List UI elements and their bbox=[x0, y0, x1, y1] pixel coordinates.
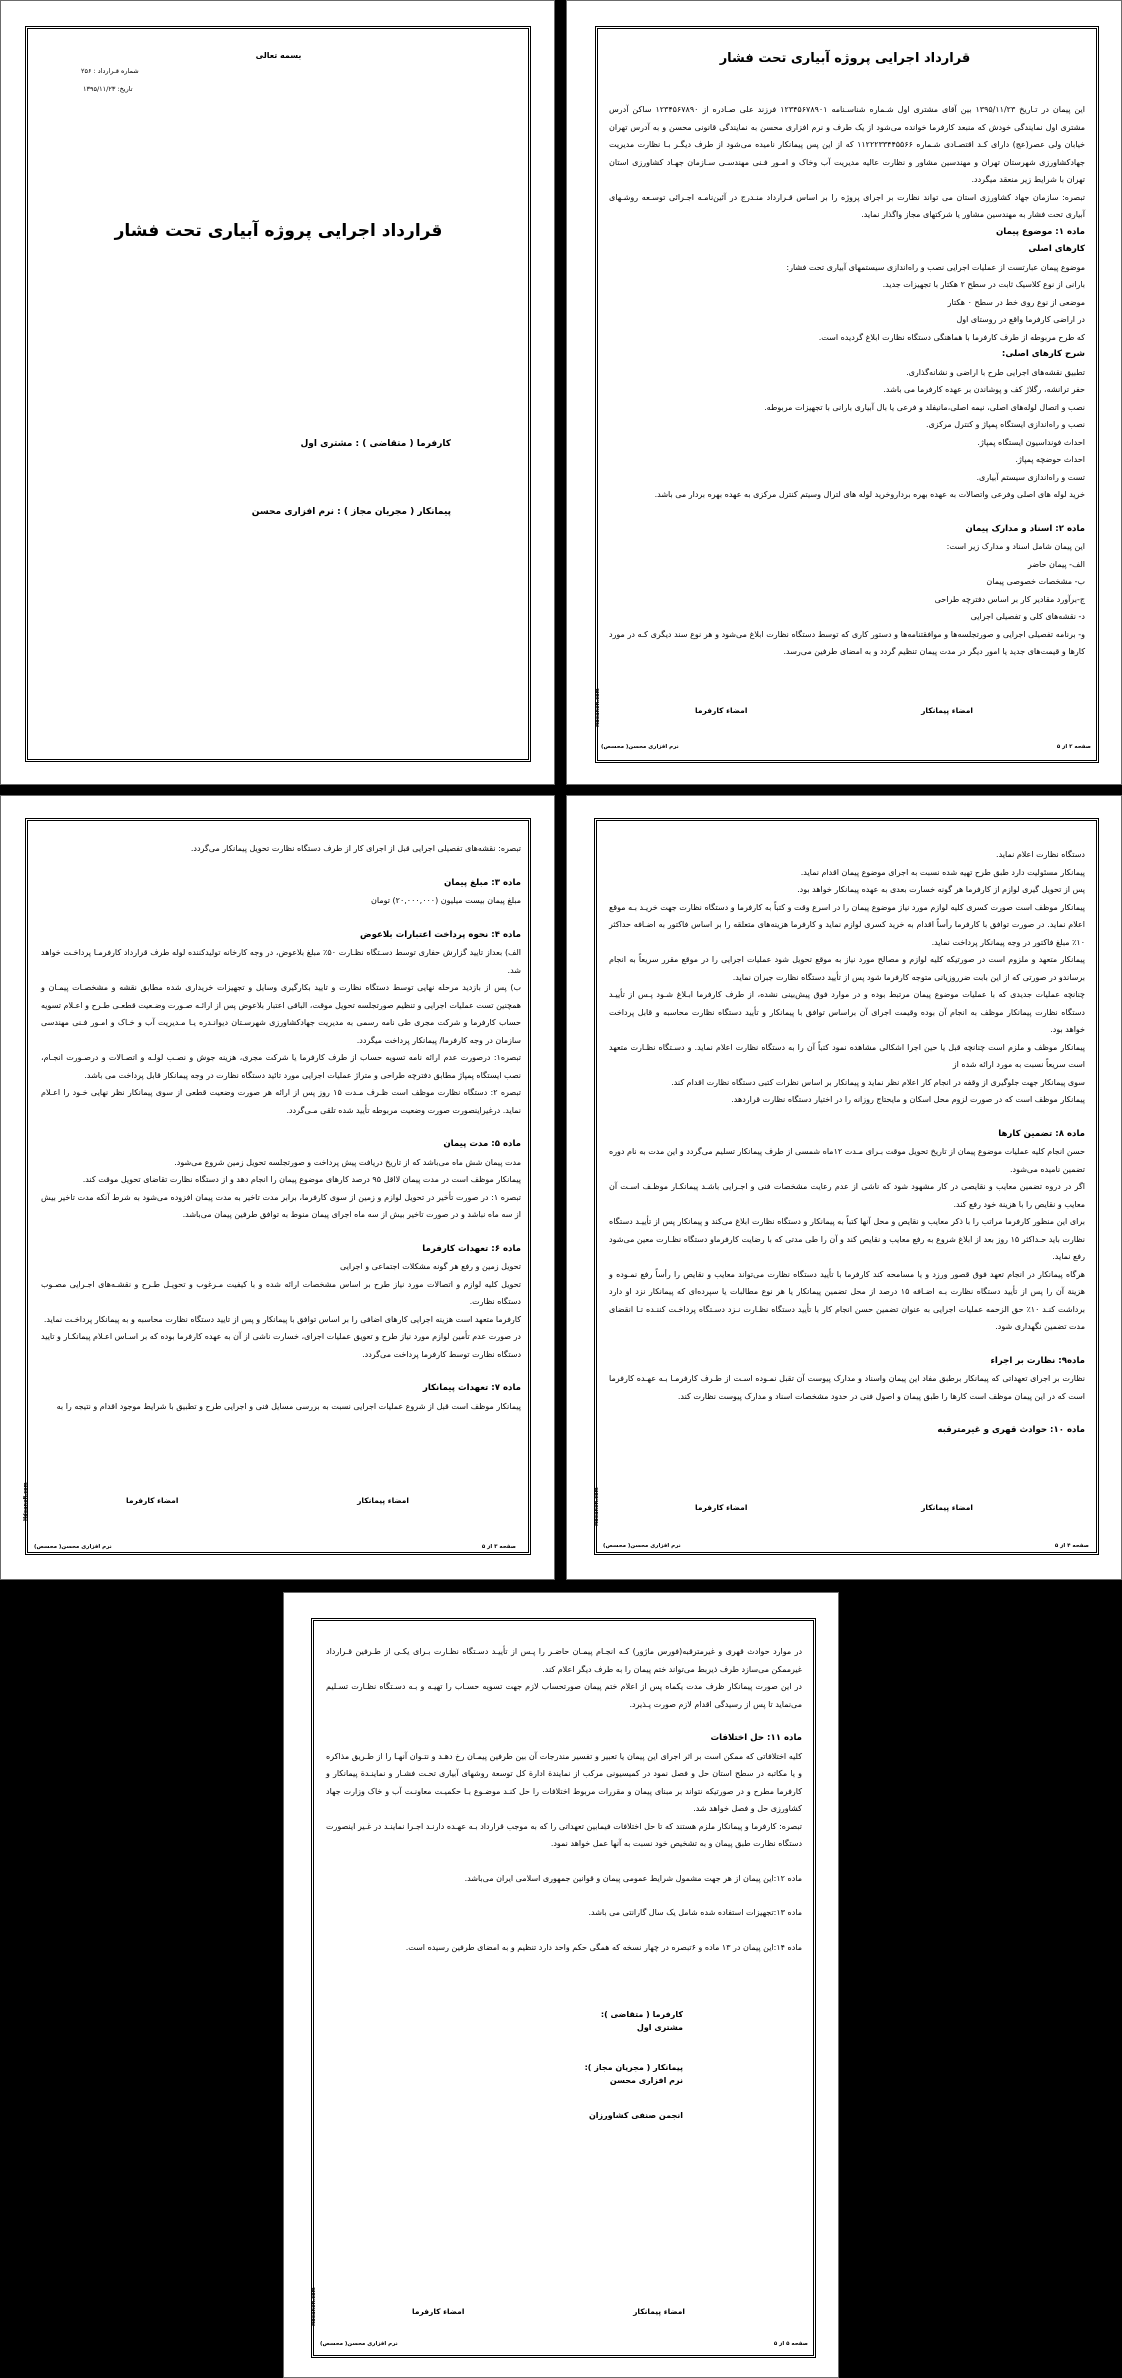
page-5 bbox=[283, 1592, 839, 2378]
article-8-line: هرگاه پیمانکار در انجام تعهد فوق قصور ورزد و یا مسامحه کند کارفرما با تأیید دستگاه نظارت می‌تواند معایب و نقایص را رأساً رفع نمـوده و هزینة آن را پس از تأیید دستگاه نظارت بـه اضـافه ۱۵ درصد از محل تضمین پیمانکار یا هر نوع مطالبات یا سپرده‌ای که پیمانکار نزد او دارد برداشت کنـد ۱۰٪ حق الزحمه عملیات اجرایی به عنوان تضمین حسن انجام کار با تأیید دستگاه نظـارت نـزد دسـتگاه پرداخـت کننـده تـا انقضای مدت تضمین نگهداری شود. bbox=[609, 1269, 1086, 1331]
article-14: ماده ۱۴:این پیمان در ۱۳ ماده و ۶تبصره در چهار نسخه که همگی حکم واحد دارد تنظیم و به امضای طرفین رسیده است. bbox=[405, 1942, 802, 1952]
sign-employer: امضاء کارفرما bbox=[695, 1503, 748, 1512]
watermark: Hdeanefi.com bbox=[595, 688, 601, 727]
article-10-line: در موارد حوادث قهری و غیرمترقبه(فورس ماژور) کـه انجـام پیمـان حاضـر را پـس از تأییـد دسـتگاه نظـارت بـرای یکـی از طـرفین قـرارداد غیرممکن می‌سازد طرف ذیربط می‌تواند ختم پیمان را به طرف دیگر اعلام کند. bbox=[326, 1647, 802, 1674]
article-7-line: سوی پیمانکار جهت جلوگیری از وقفه در انجام کار اعلام نظر نماید و پیمانکار بر اساس نظرات کتبی دستگاه نظارت اقدام کند. bbox=[671, 1077, 1085, 1087]
main-works-item: خرید لوله های اصلی وفرعی واتصالات به عهده بهره برداروخرید لوله های لترال وسیتم کنترل مرکزی به عهده بهره بردار می باشد. bbox=[654, 490, 1085, 499]
sign-employer: امضاء کارفرما bbox=[412, 2307, 465, 2316]
article-1-heading: ماده ۱: موضوع پیمان bbox=[995, 226, 1085, 237]
article-9-line: نظارت بر اجرای تعهداتی که پیمانکار برطبق مفاد این پیمان واسناد و مدارک پیوست آن تقبل نمـوده اسـت از طـرف کارفرمـا بـه عهـده کارفرما است که در این پیمان موظف است کارها را طبق پیمان و اصول فنی در حدود مشخصات اسناد و مدارک پیوست نظارت کند. bbox=[609, 1374, 1085, 1401]
article-3-heading: ماده ۳: مبلغ پیمان bbox=[444, 877, 521, 888]
article-4-line: تبصره ۲: دستگاه نظارت موظف است ظـرف مـدت ۱۵ روز پس از ارائه هر صورت وضعیت قطعی از سوی پیمانکار نظر نهایی خـود را اعـلام نماید. درغیراینصورت صورت وضعیت مربوطه تأیید شده تلقی مـی‌گردد. bbox=[41, 1088, 522, 1115]
article-8-line: حسن انجام کلیه عملیات موضوع پیمان از تاریخ تحویل موقت بـرای مـدت ۱۲ماه شمسی از طرف پیمانکار تسلیم می‌گردد و این مدت به نام دوره تضمین نامیده می‌شود. bbox=[609, 1147, 1086, 1174]
article-7-line: پیمانکار موظف است صورت کسری کلیه لوازم مورد نیاز موضوع پیمان را در اسرع وقت و کتباً به کارفرما و دستگاه نظارت جهت خریـد بـه موقع اعلام نماید. در صورت توافق با کارفرما رأساً اقدام به خرید کسری لوازم نماید و کارفرما هزینه‌های متعلقه را بر اساس فاکتور به اضـافه حداکثر ۱۰٪ مبلغ فاکتور در وجه پیمانکار پرداخت نماید. bbox=[609, 902, 1085, 947]
main-works-item: تطبیق نقشه‌های اجرایی طرح با اراضی و نشانه‌گذاری. bbox=[906, 367, 1085, 377]
page-number: صفحه ۳ از ۵ bbox=[481, 1544, 516, 1550]
page-2 bbox=[566, 0, 1122, 785]
signatories bbox=[585, 2008, 683, 2122]
note: تبصره: نقشه‌های تفصیلی اجرایی قبل از اجرای کار از طرف دستگاه نظارت تحویل پیمانکار می‌گردد. bbox=[190, 844, 521, 853]
article-1-line: که طرح مربوطه از طرف کارفرما با هماهنگی دستگاه نظارت ابلاغ گردیده است. bbox=[818, 332, 1085, 342]
article-1-line: موضوع پیمان عبارتست از عملیات اجرایی نصب و راه‌اندازی سیستمهای آبیاری تحت فشار: bbox=[786, 262, 1085, 272]
article-6-line: کارفرما متعهد است هزینه اجرایی کارهای اضافی را بر اساس توافق با پیمانکار و پس از تایید دستگاه نظارت محاسبه و به پیمانکار پرداخـت نماید. bbox=[43, 1314, 521, 1324]
article-11-line: کلیه اختلافاتی که ممکن است بر اثر اجرای این پیمان یا تعبیر و تفسیر مندرجات آن بین طرفین پیمـان رخ دهـد و نتـوان آنهـا را از طـریق مذاکره و یا مکاتبه در سطح استان حل و فصل نمود در کمیسیونی مرکب از نمایندة ادارة کل توسعة روشهای آبیاری تحـت فشـار و نماینـدة پیمانکار و کارفرما مطرح و در صورتیکه نتواند بر مبنای پیمان و مقررات مربوط اختلافات را حل کنـد موضـوع بـا حکمیـت معاونـت آب و خاک وزارت جهاد کشاورزی حل و فصل خواهد شد. bbox=[326, 1751, 802, 1813]
page-1 bbox=[0, 0, 555, 785]
article-10-line: در این صورت پیمانکار ظرف مدت یکماه پس از اعلام ختم پیمان صورتحساب لازم جهت تسویه حسـاب را تهیـه و بـه دسـتگاه نظـارت تسـلیم می‌نماید تا پس از رسیدگی اقدام لازم صورت پـذیرد. bbox=[326, 1682, 802, 1709]
contract-date: تاریخ: ۱۳۹۵/۱۱/۲۳ bbox=[83, 85, 133, 93]
main-works-item: تست و راه‌اندازی سیستم آبیاری. bbox=[976, 472, 1085, 482]
article-7-heading: ماده ۷: تعهدات پیمانکار bbox=[422, 1383, 521, 1393]
article-7-line: پیمانکار موظف است که در صورت لزوم محل اسکان و مایحتاج روزانه را در اختیار دستگاه نظارت قراردهد. bbox=[731, 1095, 1085, 1104]
article-7-line: پیمانکار مسئولیت دارد طبق طرح تهیه شده نسبت به اجرای موضوع پیمان اقدام نماید. bbox=[800, 867, 1085, 877]
note: تبصره: سازمان جهاد کشاورزی استان می تواند نظارت بر اجرای پروژه را بر اساس قـرارداد منـدرج در آئین‌نامـه اجـرائی توسـعه روشـهای آبیاری تحت فشار به مهندسین مشاور یا شرکتهای مجاز واگذار نماید. bbox=[609, 192, 1085, 219]
article-11-line: تبصره: کارفرما و پیمانکار ملزم هستند که تا حل اختلافات فیمابین تعهداتی را که به موجب قرارداد بـه عهـده دارنـد اجـرا نماینـد در غـیر اینصورت دستگاه نظارت طبق پیمان و به تشخیص خود نسبت به آنها عمل خواهد نمود. bbox=[326, 1821, 802, 1848]
cover-employer: کارفرما ( متقاضی ) : مشتری اول bbox=[300, 439, 451, 449]
main-works-item: حفر ترانشه، رگلاژ کف و پوشاندن بر عهده کارفرما می باشد. bbox=[883, 385, 1085, 394]
sign-contractor: امضاء پیمانکار bbox=[357, 1496, 409, 1505]
article-7-line: چنانچه عملیات جدیدی که با عملیات موضوع پیمان مرتبط بوده و در موارد فوق پیش‌بینی نشده، از طرف کارفرما ابـلاغ شـود پـس از تأییـد دستگاه نظارت پیمانکار موظف به انجام آن بوده وقیمت اجرای آن براساس توافق با پیمانکار و تأیید دستگاه نظارت محاسبه و قابل پرداخت خواهد بود. bbox=[609, 990, 1085, 1034]
article-12: ماده ۱۲:این پیمان از هر جهت مشمول شرایط عمومی پیمان و قوانین جمهوری اسلامی ایران می‌باشد. bbox=[464, 1873, 802, 1883]
article-7-line: دستگاه نظارت اعلام نماید. bbox=[996, 850, 1085, 859]
contract-amount: مبلغ پیمان بیست میلیون (۲۰,۰۰۰,۰۰۰) تومان bbox=[371, 896, 521, 905]
contract-number: شماره قـرارداد : ۲۵۶ bbox=[81, 67, 139, 75]
article-11-heading: ماده ۱۱: حل اختلافات bbox=[710, 1733, 802, 1743]
sign-employer: امضاء کارفرما bbox=[126, 1496, 179, 1505]
sign-contractor: امضاء پیمانکار bbox=[633, 2307, 685, 2316]
article-2-line: ب- مشخصات خصوصی پیمان bbox=[986, 577, 1085, 586]
article-5-line: مدت پیمان شش ماه می‌باشد که از تاریخ دریافت پیش پرداخت و صورتجلسه تحویل زمین شروع می‌شود. bbox=[174, 1157, 521, 1167]
page-5-body bbox=[326, 1643, 802, 1956]
article-7-line: پیمانکار موظف است قبل از شروع عملیات اجرایی نسبت به بررسی مسایل فنی و اجرایی طرح و تطبیق با شرایط موجود اقدام و نتیجه را به bbox=[56, 1401, 521, 1411]
article-2-line: الف- پیمان حاضر bbox=[1027, 559, 1085, 569]
article-4-line: الف) بعداز تایید گزارش حفاری توسط دسـتگاه نظـارت ۵۰٪ مبلغ بلاعوض، در وجه کارخانه تولیدکننده لوله طرف قرارداد کارفرمـا پرداخـت خواهد شد. bbox=[41, 948, 522, 975]
article-7-line: پیمانکار متعهد و ملزوم است در صورتیکه کلیه لوازم و مصالح مورد نیاز به موقع تحویل شود عملیات اجرایی را در موقع مقرر سریعاً به انجام برساندو در صورتی که از این بابت ضرروزیانی متوجه کارفرما شود پس از تأیید دستگاه نظارت جبران نماید. bbox=[609, 955, 1085, 982]
article-9-heading: ماده۹: نظارت بر اجراء bbox=[990, 1355, 1085, 1366]
cover-title: قرارداد اجرایی پروژه آبیاری تحت فشار bbox=[114, 221, 443, 241]
contractor-label: پیمانکار ( مجریان مجاز ): bbox=[584, 2063, 683, 2072]
page-3 bbox=[0, 795, 555, 1580]
sign-contractor: امضاء پیمانکار bbox=[921, 1503, 973, 1512]
article-8-line: اگر در دروه تضمین معایب و نقایصی در کار مشهود شود که ناشی از عدم رعایت مشخصات فنی و اجـرایی باشـد پیمانکـار موظـف اسـت آن معایب و نقایص را با هزینة خود رفع کند. bbox=[609, 1182, 1085, 1209]
article-5-line: پیمانکار موظف است در مدت پیمان لااقل ۹۵ درصد کارهای موضوع پیمان را انجام دهد و از دستگاه نظارت تقاضای تحویل موقت کند. bbox=[82, 1175, 521, 1184]
footer-company: نرم افزاری محسن( محسص) bbox=[603, 1543, 681, 1549]
page-border bbox=[25, 26, 531, 762]
watermark: Hdeanefi.com bbox=[311, 2287, 317, 2326]
main-works-desc-heading: شرح کارهای اصلی: bbox=[1001, 349, 1085, 359]
article-2-line: د- نقشه‌های کلی و تفصیلی اجرایی bbox=[970, 612, 1085, 621]
footer-company: نرم افزاری محسن( محسص) bbox=[601, 744, 679, 750]
watermark: Hdeanefi.com bbox=[23, 1482, 29, 1521]
article-6-line: تحویل کلیه لوازم و اتصالات مورد نیاز طرح بر اساس مشخصات ارائه شده و با کیفیت مـرغوب و تحویـل طـرح و نقشـه‌های اجـرایی مصـوب دستگاه نظارت. bbox=[41, 1279, 521, 1306]
main-works-item: نصب و راه‌اندازی ایستگاه پمپاژ و کنترل مرکزی. bbox=[925, 420, 1085, 429]
article-8-line: برای این منظور کارفرما مراتب را با ذکر معایب و نقایص و محل آنها کتباً به پیمانکار و دستگاه نظارت ابلاغ می‌کند و پیمانکار پس از تأییـد دستگاه نظارت باید حـداکثر ۱۵ روز بعد از ابلاغ شروع به رفع معایب و نقایص کند و آن را طی مدتی که با رضایت کارفرماو دستگاه نظـارت معین می‌شود رفع نماید. bbox=[609, 1217, 1085, 1261]
article-1-line: در اراضی کارفرما واقع در روستای اول bbox=[956, 315, 1085, 324]
footer-company: نرم افزاری محسن( محسص) bbox=[320, 2341, 398, 2347]
article-4-line: تبصره۱: درصورت عدم ارائه نامه تسویه حساب از طرف کارفرما یا شرکت مجری، هزینه جوش و نصـب لولـه و اتصـالات و درصـورت انجـام، نصب ایستگاه پمپاژ مطابق دفترچه طراحی و متراژ عملیات اجرایی مورد تائید دستگاه نظارت در وجه پیمانکار قابل پرداخت می باشد. bbox=[41, 1053, 521, 1080]
article-2-heading: ماده ۲: اسناد و مدارک پیمان bbox=[965, 523, 1085, 534]
article-13: ماده ۱۳:تجهیزات استفاده شده شامل یک سال گارانتی می باشد. bbox=[588, 1908, 802, 1917]
article-7-line: پیمانکار موظف و ملزم است چنانچه قبل یا حین اجرا اشکالی مشاهده نمود کتباً آن را به دستگاه نظارت اعلام نماید. و دسـتگاه نظـارت متعهد است سریعاً نسبت به مورد ارائه شده از bbox=[609, 1042, 1085, 1069]
cover-contractor: پیمانکار ( مجریان مجاز ) : نرم افزاری محسن bbox=[251, 507, 451, 517]
contractor-name: نرم افزاری محسن bbox=[609, 2076, 683, 2085]
sign-contractor: امضاء پیمانکار bbox=[921, 706, 973, 715]
article-5-line: تبصره ۱: در صورت تأخیر در تحویل لوازم و زمین از سوی کارفرما، برابر مدت تاخیر به مدت پیمان افزوده می‌شود به شرط آنکه مدت تاخیر بیش از سه ماه نباشد و در صورت تاخیر بیش از سه ماه اجرای پیمان منوط به توافق طرفین پیمان می‌باشد. bbox=[41, 1192, 521, 1219]
article-2-line: ج-برآورد مقادیر کار بر اساس دفترچه طراحی bbox=[934, 594, 1085, 604]
article-5-heading: ماده ۵: مدت پیمان bbox=[443, 1139, 521, 1149]
page-number: صفحه ۲ از ۵ bbox=[1056, 744, 1091, 750]
article-2-line: و- برنامه تفصیلی اجرایی و صورتجلسه‌ها و موافقتنامه‌ها و دستور کاری که توسط دستگاه نظارت ابلاغ می‌شود و هر نوع سند دیگری کـه در مورد کارها و قیمت‌های جدید یا امور دیگر در مدت پیمان تنظیم گردد و به امضای طرفین می‌رسد. bbox=[609, 629, 1085, 656]
contract-intro: این پیمان در تـاریخ ۱۳۹۵/۱۱/۲۳ بین آقای مشتری اول شـماره شناسـنامه ۱۲۳۴۵۶۷۸۹۰۱ فرزند علی صـادره از ۱۲۳۴۵۶۷۸۹۰ ساکن آدرس مشتری اول نمایندگی خودش که منبعد کارفرما خوانده می‌شود از یک طرف و نرم افزاری محسن به نمایندگی قانونی محسن و به آدرس تهران خیابان ولی عصر(عج) دارای کـد اقتصـادی شـماره ۱۱۲۲۲۳۳۴۴۵۵۶۶ که از این پس پیمانکار نامیده می‌شود از طرف دیگـر بـا نظارت مدیریت جهادکشاورزی شهرستان تهران و مهندسین مشاور و نظارت عالیه مدیریت آب وخاک و امـور فـنی مهندسـی سـازمان جهـاد کشاورزی استان تهران با شرایط زیر منعقد میگردد. bbox=[609, 105, 1086, 184]
main-works-item: احداث حوضچه پمپاژ. bbox=[1015, 455, 1085, 464]
page-title: قرارداد اجرایی پروژه آبیاری تحت فشار bbox=[719, 51, 971, 66]
article-2-line: این پیمان شامل اسناد و مدارک زیر است: bbox=[946, 542, 1085, 551]
basmala: بسمه تعالی bbox=[255, 51, 302, 60]
article-8-heading: ماده ۸: تضمین کارها bbox=[998, 1128, 1085, 1139]
watermark: Hdeanefi.com bbox=[594, 1487, 600, 1526]
association-name: انجمن صنفی کشاورزان bbox=[588, 2111, 683, 2120]
sign-employer: امضاء کارفرما bbox=[695, 706, 748, 715]
employer-name: مشتری اول bbox=[636, 2023, 683, 2032]
article-1-line: بارانی از نوع کلاسیک ثابت در سطح ۲ هکتار با تجهیزات جدید. bbox=[882, 280, 1085, 289]
main-works-heading: کارهای اصلی bbox=[1028, 244, 1085, 254]
main-works-item: نصب و اتصال لوله‌های اصلی، نیمه اصلی،مانیفلد و فرعی یا بال آبیاری بارانی با تجهیزات مربوطه. bbox=[764, 402, 1085, 412]
page-4 bbox=[566, 795, 1122, 1580]
page-3-body bbox=[41, 840, 521, 1415]
page-number: صفحه ۵ از ۵ bbox=[773, 2341, 808, 2347]
page-4-body bbox=[609, 846, 1085, 1440]
article-7-line: پس از تحویل گیری لوازم از کارفرما هر گونه خسارت بعدی به عهده پیمانکار خواهد بود. bbox=[797, 885, 1085, 894]
employer-label: کارفرما ( متقاضی ): bbox=[600, 2010, 683, 2019]
article-6-heading: ماده ۶: تعهدات کارفرما bbox=[422, 1243, 521, 1254]
article-6-line: در صورت عدم تأمین لوازم مورد نیاز طرح و تعویق عملیات اجرای، خسارت ناشی از آن به عهده کارفرما بوده که بر اسـاس اعـلام پیمانکـار و تایید دستگاه نظارت توسط کارفرما پرداخت می‌گردد. bbox=[41, 1332, 521, 1359]
article-4-heading: ماده ۴: نحوه پرداخت اعتبارات بلاعوض bbox=[360, 929, 521, 940]
article-4-line: ب) پس از بازدید مرحله نهایی توسط دستگاه نظارت و تایید بکارگیری وسایل و تجهیزات خریداری شده مطابق نقشه و مشخصـات پیمـان و همچنین تست عملیات اجرایی و تنظیم صورتجلسه تحویل موقت، الباقی اعتبار بلاعوض پس از ارائـه صـورت وضـعیت قطعـی طـرح و اعـلام تسویه حساب کارفرما و شرکت مجری طی نامه رسمی به مدیریت جهادکشاورزی شهرسـتان دیوانـدره یـا مـدیریت آب و خـاک و امـور فـنی مهندسی سازمان در وجه کارفرما/ پیمانکار پرداخت میگردد. bbox=[41, 983, 521, 1045]
article-10-heading: ماده ۱۰: حوادث قهری و غیرمترقبه bbox=[937, 1425, 1085, 1435]
article-6-line: تحویل زمین و رفع هر گونه مشکلات اجتماعی و اجرایی bbox=[339, 1262, 521, 1271]
main-works-item: احداث فونداسیون ایستگاه پمپاژ. bbox=[977, 437, 1085, 447]
page-2-body bbox=[609, 101, 1085, 661]
footer-company: نرم افزاری محسن( محسص) bbox=[34, 1544, 112, 1550]
article-1-line: موضعی از نوع روی خط در سطح ۰ هکتار bbox=[947, 297, 1085, 307]
page-number: صفحه ۴ از ۵ bbox=[1054, 1543, 1089, 1549]
